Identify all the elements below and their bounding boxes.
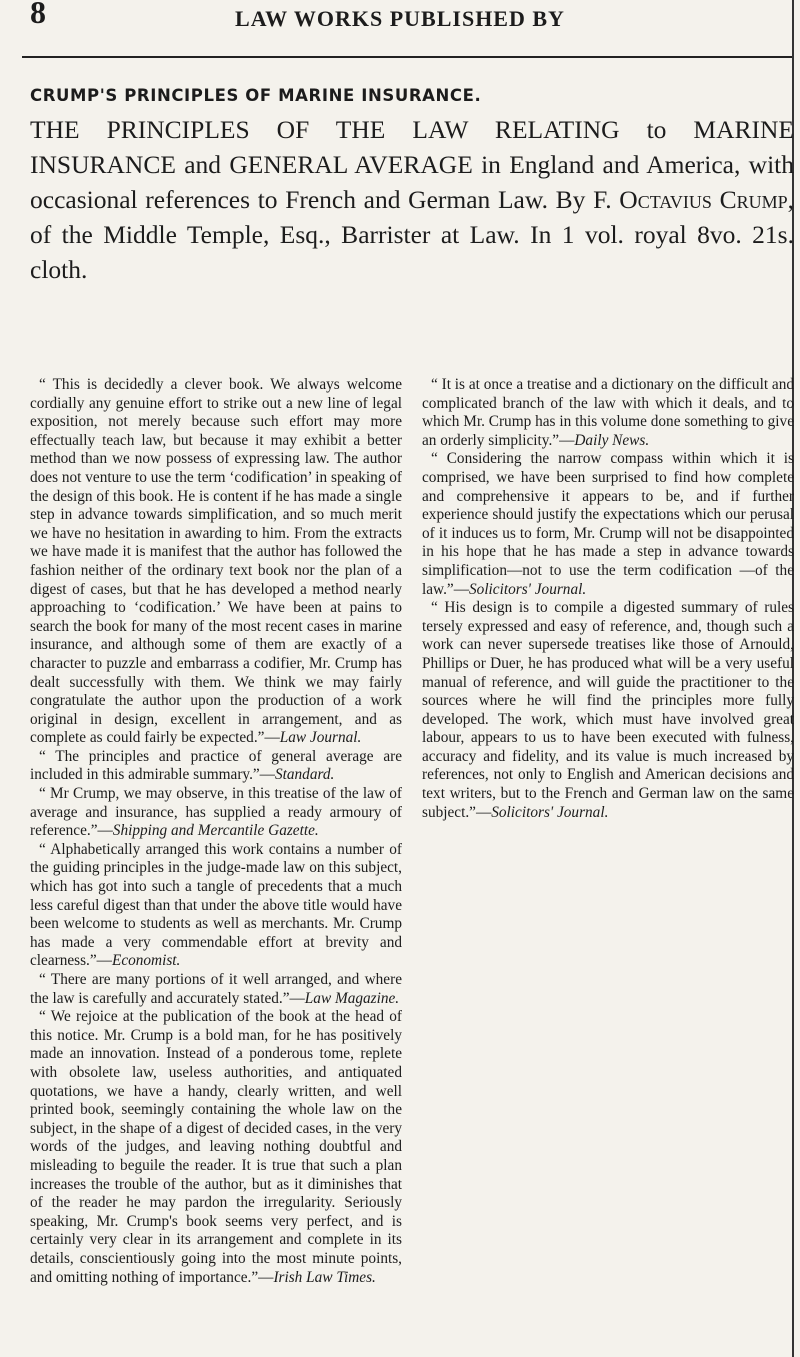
review-source: Irish Law Times. [273,1268,376,1286]
reviews-left-column [30,376,402,1287]
review [30,748,402,785]
review-text: “ There are many portions of it well arranged, and where the law is carefully and accurately stated.”— [30,971,402,1007]
review [30,1008,402,1287]
book-title: CRUMP'S PRINCIPLES OF MARINE INSURANCE. [30,86,482,105]
review [30,841,402,971]
review [422,376,794,450]
review-source: Economist. [111,952,181,970]
review-text: “ His design is to compile a digested summary of rules tersely expressed and easy of reference, and, though such a work can never supersede treatises like those of Arnould, Phillips or Duer, he has produced what will be a very useful manual of reference, and will guide the practitioner to the sources where he will find the principles more fully developed. The work, which must have involved great labour, appears to us to have been executed with fulness, accuracy and fidelity, and its value is much increased by references, not only to English and American decisions and text writers, but to the French and German law on the same subject.”— [422,599,794,821]
reviews-right-column [422,376,794,1287]
review-source: Law Journal. [279,729,362,747]
book-description-a: THE PRINCIPLES OF THE LAW RELATING to MARINE INSURANCE and GENERAL AVERAGE in England and America, with occasional references to French and German Law. By F. [30,115,794,214]
review-source: Standard. [274,766,335,784]
review-text: “ We rejoice at the publication of the book at the head of this notice. Mr. Crump is a bold man, for he has positively made an innovation. Instead of a ponderous tome, replete with obsolete law, useless authorities, and antiquated quotations, we have a handy, clearly written, and well printed book, seemingly containing the whole law on the subject, in the shape of a digest of decided cases, in the very words of the judges, and leaving nothing doubtful and misleading to beguile the reader. It is true that such a plan increases the trouble of the author, but as it diminishes that of the reader he may pardon the irregularity. Seriously speaking, Mr. Crump's book seems very perfect, and is certainly very clear in its arrangement and complete in its details, conscientiously going into the most minute points, and omitting nothing of importance.”— [30,1008,402,1286]
review [30,785,402,841]
review [422,450,794,599]
review-source: Law Magazine. [304,989,400,1007]
review-source: Shipping and Mercantile Gazette. [112,822,319,840]
review-source: Solicitors' Journal. [469,580,587,598]
review-text: “ It is at once a treatise and a dictionary on the difficult and complicated branch of the law with which it deals, and to which Mr. Crump has in this volume done something to give an orderly simplicity.”— [422,376,794,449]
book-author: Octavius Crump [619,185,788,214]
review-text: “ This is decidedly a clever book. We always welcome cordially any genuine effort to strike out a new line of legal exposition, not merely because such effort may more effectually teach law, but because it may exhibit a better method than we now possess of expressing law. The author does not venture to use the term ‘codification’ in speaking of the design of this book. He is content if he has made a single step in advance towards simplification, and so much merit we have no hesitation in awarding to him. From the extracts we have made it is manifest that the author has followed the fashion neither of the ordinary text book nor the plan of a digest of cases, but that he has developed a method nearly approaching to ‘codification.’ We have been at pains to search the book for many of the most recent cases in marine insurance, and although some of them are exactly of a character to puzzle and embarrass a codifier, Mr. Crump has dealt successfully with them. We think we may fairly congratulate the author upon the production of a work original in design, excellent in arrangement, and as complete as could fairly be expected.”— [30,376,402,747]
book-description-b: , of the Middle Temple, Esq., Barrister at Law. In 1 vol. royal 8vo. 21s. cloth. [30,185,795,284]
reviews-columns [30,376,794,1287]
header-rule [22,56,792,58]
review-source: Daily News. [574,431,650,449]
review-text: “ The principles and practice of general average are included in this admirable summary.”— [30,747,402,784]
review-text: “ Considering the narrow compass within which it is comprised, we have been surprised to find how complete and comprehensive it appears to be, and if further experience should justify the expectations which our perusal of it induces us to form, Mr. Crump will not be disappointed in his hope that he has made a step in advance towards simplification—not to use the term codification —of the law.”— [422,450,794,598]
review-text: “ Alphabetically arranged this work contains a number of the guiding principles in the judge-made law on this subject, which has got into such a tangle of precedents that a much less careful digest than that under the above title would have been welcome to students as well as merchants. Mr. Crump has made a very commendable effort at brevity and clearness.”— [30,840,402,970]
review-text: “ Mr Crump, we may observe, in this treatise of the law of average and insurance, has supplied a ready armoury of reference.”— [30,785,402,840]
page-number: 8 [30,0,46,30]
book-description [30,112,794,287]
running-head: LAW WORKS PUBLISHED BY [235,6,565,31]
review [30,376,402,748]
review [422,599,794,822]
review [30,971,402,1008]
review-source: Solicitors' Journal. [491,803,609,821]
